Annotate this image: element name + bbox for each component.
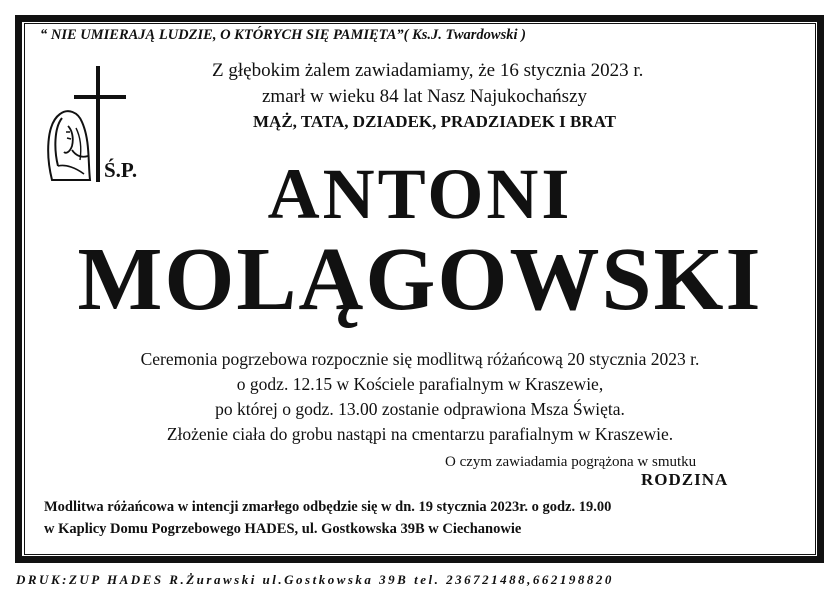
announcement-line-2: zmarł w wieku 84 lat Nasz Najukochańszy (262, 86, 588, 107)
memorial-quote: “ NIE UMIERAJĄ LUDZIE, O KTÓRYCH SIĘ PAMIĘTA”( Ks.J. Twardowski ) (40, 27, 526, 43)
prefix-sp: Ś.P. (104, 158, 138, 182)
deceased-last-name: MOLĄGOWSKI (77, 230, 763, 329)
family-signature: RODZINA (641, 470, 729, 489)
announcement-line-1: Z głębokim żalem zawiadamiamy, że 16 stycznia 2023 r. (212, 60, 644, 81)
ceremony-line: Złożenie ciała do grobu nastąpi na cmentarzu parafialnym w Kraszewie. (166, 424, 674, 444)
ceremony-line: po której o godz. 13.00 zostanie odprawiona Msza Święta. (215, 399, 625, 419)
family-relations: MĄŻ, TATA, DZIADEK, PRADZIADEK I BRAT (253, 112, 617, 131)
prayer-info-line: w Kaplicy Domu Pogrzebowego HADES, ul. Gostkowska 39B w Ciechanowie (44, 521, 522, 537)
ceremony-line: Ceremonia pogrzebowa rozpocznie się modlitwą różańcową 20 stycznia 2023 r. (140, 349, 700, 369)
deceased-first-name: ANTONI (267, 154, 573, 234)
informant-text: O czym zawiadamia pogrążona w smutku (445, 454, 697, 470)
ceremony-line: o godz. 12.15 w Kościele parafialnym w Kraszewie, (236, 374, 604, 394)
prayer-info-line: Modlitwa różańcowa w intencji zmarłego odbędzie się w dn. 19 stycznia 2023r. o godz. 19.00 (44, 499, 612, 515)
printer-footer: DRUK:ZUP HADES R.Żurawski ul.Gostkowska 39B tel. 236721488,662198820 (16, 572, 614, 587)
